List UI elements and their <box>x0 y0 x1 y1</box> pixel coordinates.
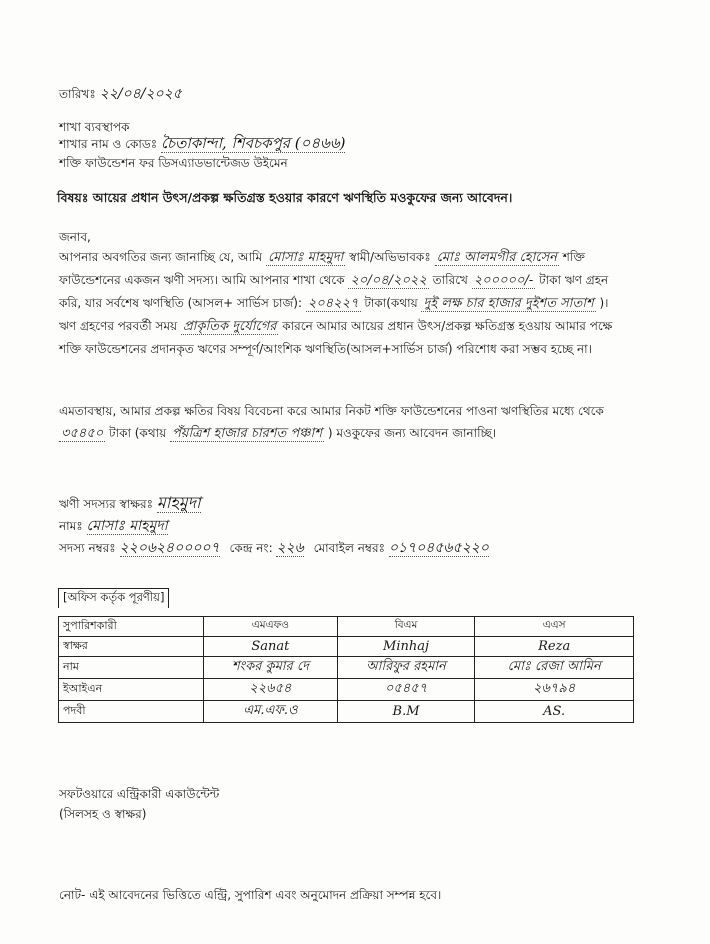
table-row: পদবী এম.এফ.ও B.M AS. <box>59 701 634 723</box>
guardian-name: মোঃ আলমগীর হোসেন <box>436 250 557 265</box>
mobile-number: ০১৭০৪৫৬৫২২০ <box>388 540 489 556</box>
member-name-line: নামঃ মোসাঃ মাহমুদা <box>59 518 168 534</box>
member-id-line: সদস্য নম্বরঃ ২২০৬২৪০০০০৭ কেন্দ্র নং: ২২৬ মোবাইল নম্বরঃ ০১৭০৪৫৬৫২২০ <box>59 540 489 556</box>
body-paragraph-1: আপনার অবগতির জন্য জানাচ্ছি যে, আমি মোসাঃ মাহমুদা স্বামী/অভিভাবকঃ মোঃ আলমগীর হোসেন শক্তি ফাউন্ডেশনের একজন ঋণী সদস্য। আমি আপনার শাখা থেকে ২০/০৪/২০২২ তারিখে ২০০০০০/- টাকা ঋণ গ্রহন করি, যার সর্বশেষ ঋণস্থিতি (আসল+ সার্ভিস চার্জ): ২০৪২২৭ টাকা(কথায় দুই লক্ষ চার হাজার দুইশত সাতাশ )। ঋণ গ্রহণের পরবর্তী সময় প্রাকৃতিক দুর্যোগের কারনে আমার আয়ের প্রধান উৎস/প্রকল্প ক্ষতিগ্রস্ত হওয়ায় আমার পক্ষে শক্তি ফাউন্ডেশনের প্রদানকৃত ঋণের সম্পূর্ণ/আংশিক ঋণস্থিতি(আসল+সার্ভিস চার্জ) পরিশোধ করা সম্ভব হচ্ছে না। <box>59 250 613 356</box>
loan-date: ২০/০৪/২০২২ <box>350 273 427 288</box>
footer-note: নোট- এই আবেদনের ভিত্তিতে এন্ট্রি, সুপারিশ এবং অনুমোদন প্রক্রিয়া সম্পন্ন হবে। <box>59 888 442 902</box>
body-paragraph-2: এমতাবস্থায়, আমার প্রকল্প ক্ষতির বিষয় বিবেচনা করে আমার নিকট শক্তি ফাউন্ডেশনের পাওনা ঋণস্থিতির মধ্যে থেকে ৩৫৪৫০ টাকা (কথায় পঁয়ত্রিশ হাজার চারশত পঞ্চাশ ) মওকুফের জন্য আবেদন জানাচ্ছি। <box>59 404 604 441</box>
applicant-name: মোসাঃ মাহমুদা <box>267 250 344 265</box>
member-signature: মাহমুদা <box>156 493 201 512</box>
org-name: শক্তি ফাউন্ডেশন ফর ডিসএ্যাডভান্টেজড উইমেন <box>59 156 288 170</box>
waiver-in-words: পঁয়ত্রিশ হাজার চারশত পঞ্চাশ <box>171 426 323 441</box>
loan-amount: ২০০০০০/- <box>473 273 534 288</box>
branch-line <box>59 135 345 152</box>
accountant-title: সফটওয়ারে এন্ট্রিকারী একাউন্টেন্ট <box>59 787 220 801</box>
table-row: নাম শংকর কুমার দে আরিফুর রহমান মোঃ রেজা আমিন <box>59 657 634 679</box>
office-signature-table <box>58 616 634 723</box>
waiver-amount: ৩৫৪৫০ <box>61 426 104 441</box>
subject-line: বিষয়ঃ আয়ের প্রধান উৎস/প্রকল্প ক্ষতিগ্রস্ত হওয়ার কারণে ঋণস্থিতি মওকুফের জন্য আবেদন। <box>57 190 513 205</box>
table-header-row: সুপারিশকারী এমএফও বিএম এএস <box>59 617 634 637</box>
centre-number: ২২৬ <box>276 540 304 556</box>
salutation: জনাব, <box>59 230 91 244</box>
table-row: স্বাক্ষর Sanat Minhaj Reza <box>59 637 634 657</box>
date-line <box>59 86 182 102</box>
branch-value: চৈতাকান্দা, শিবচকপুর (০৪৬৬) <box>160 134 346 152</box>
seal-signature-note: (সিলসহ ও স্বাক্ষর) <box>59 807 147 821</box>
date-label: তারিখঃ <box>59 87 96 101</box>
date-value: ২২/০৪/২০২৫ <box>99 86 182 102</box>
branch-label: শাখার নাম ও কোডঃ <box>59 137 158 151</box>
damage-reason: প্রাকৃতিক দুর্যোগের <box>182 319 277 334</box>
outstanding-amount: ২০৪২২৭ <box>307 296 359 311</box>
manager-title: শাখা ব্যবস্থাপক <box>59 120 130 134</box>
office-use-caption: [অফিস কর্তৃক পূরণীয়] <box>58 588 169 608</box>
member-id: ২২০৬২৪০০০০৭ <box>119 540 220 556</box>
outstanding-in-words: দুই লক্ষ চার হাজার দুইশত সাতাশ <box>423 296 594 311</box>
member-signature-line: ঋণী সদস্যর স্বাক্ষরঃ মাহমুদা <box>59 493 201 512</box>
member-name: মোসাঃ মাহমুদা <box>86 518 168 534</box>
table-row: ইআইএন ২২৬৫৪ ০৫৪৫৭ ২৬৭৯৪ <box>59 679 634 701</box>
